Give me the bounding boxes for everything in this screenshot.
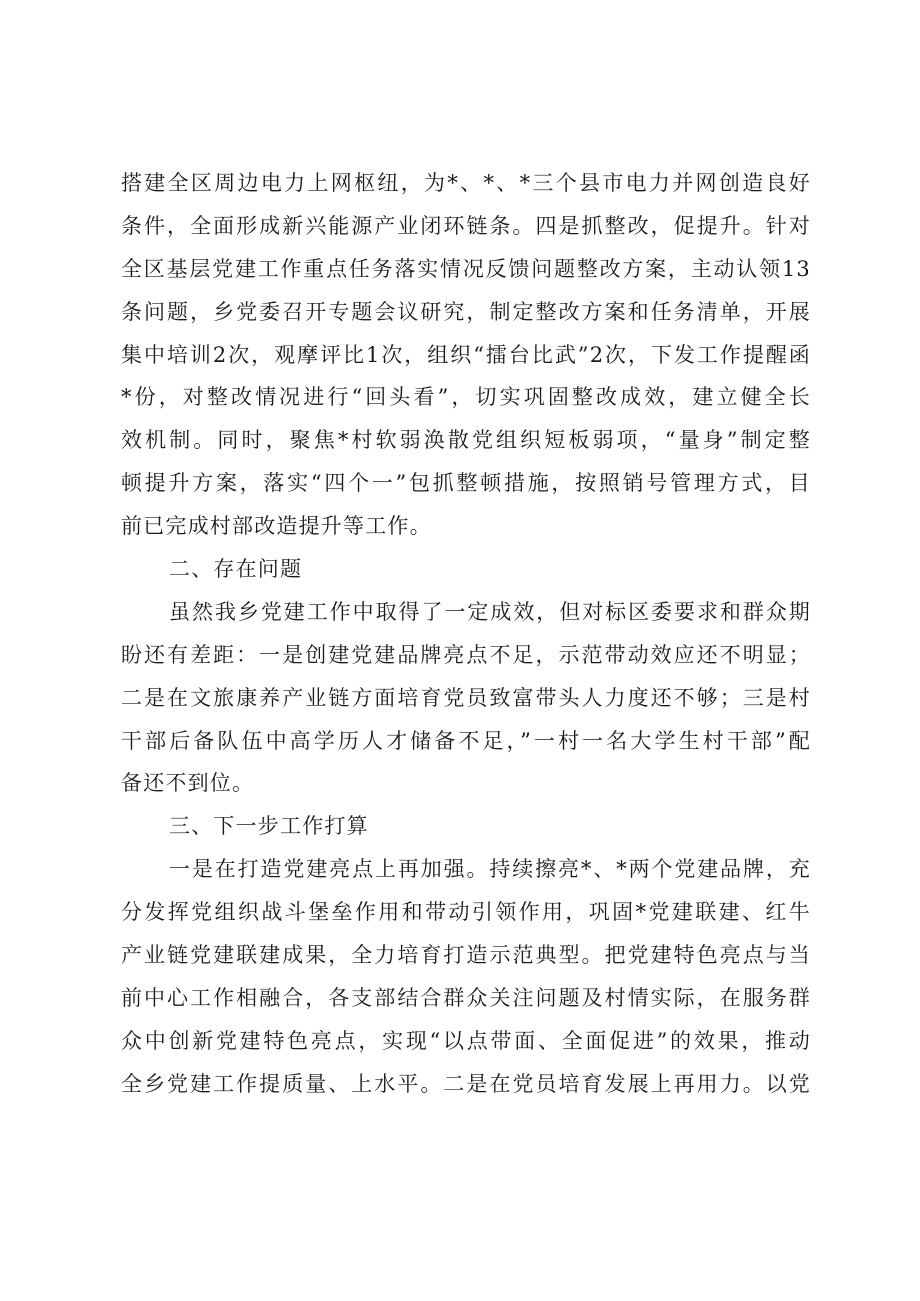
paragraph-next-steps — [121, 848, 811, 1105]
text-line: 顿提升方案，落实“四个一”包抓整顿措施，按照销号管理方式，目 — [121, 471, 811, 496]
text-line: 二是在文旅康养产业链方面培育党员致富带头人力度还不够；三是村 — [121, 685, 811, 710]
section-heading-problems: 二、存在问题 — [169, 557, 303, 582]
text-line: 搭建全区周边电力上网枢纽，为*、*、*三个县市电力并网创造良好 — [121, 171, 811, 195]
text-line: 虽然我乡党建工作中取得了一定成效，但对标区委要求和群众期 — [169, 599, 811, 624]
text-line: 产业链党建联建成果，全力培育打造示范典型。把党建特色亮点与当 — [121, 943, 811, 968]
text-line: 备还不到位。 — [121, 771, 255, 796]
section-heading-next-steps: 三、下一步工作打算 — [169, 814, 369, 839]
text-line: 条件，全面形成新兴能源产业闭环链条。四是抓整改，促提升。针对 — [121, 213, 811, 238]
text-line: 条问题，乡党委召开专题会议研究，制定整改方案和任务清单，开展 — [121, 299, 811, 324]
text-line: 前已完成村部改造提升等工作。 — [121, 514, 432, 539]
text-line: 前中心工作相融合，各支部结合群众关注问题及村情实际，在服务群 — [121, 985, 811, 1010]
text-line: 集中培训2次，观摩评比1次，组织“擂台比武”2次，下发工作提醒函 — [121, 342, 811, 367]
text-line: 盼还有差距：一是创建党建品牌亮点不足，示范带动效应还不明显； — [121, 642, 811, 667]
paragraph-problems — [121, 591, 811, 805]
text-line: 全乡党建工作提质量、上水平。二是在党员培育发展上再用力。以党 — [121, 1071, 811, 1096]
text-line: 效机制。同时，聚焦*村软弱涣散党组织短板弱项，“量身”制定整 — [121, 428, 811, 453]
text-line: *份，对整改情况进行“回头看”，切实巩固整改成效，建立健全长 — [121, 385, 811, 410]
text-line: 分发挥党组织战斗堡垒作用和带动引领作用，巩固*党建联建、红牛 — [121, 900, 811, 925]
text-line: 一是在打造党建亮点上再加强。持续擦亮*、*两个党建品牌，充 — [169, 857, 811, 882]
paragraph-achievements — [121, 162, 811, 548]
document-body — [121, 162, 811, 1106]
text-line: 干部后备队伍中高学历人才储备不足，”一村一名大学生村干部”配 — [121, 728, 811, 753]
text-line: 众中创新党建特色亮点，实现“以点带面、全面促进”的效果，推动 — [121, 1028, 811, 1053]
text-line: 全区基层党建工作重点任务落实情况反馈问题整改方案，主动认领13 — [121, 256, 811, 281]
